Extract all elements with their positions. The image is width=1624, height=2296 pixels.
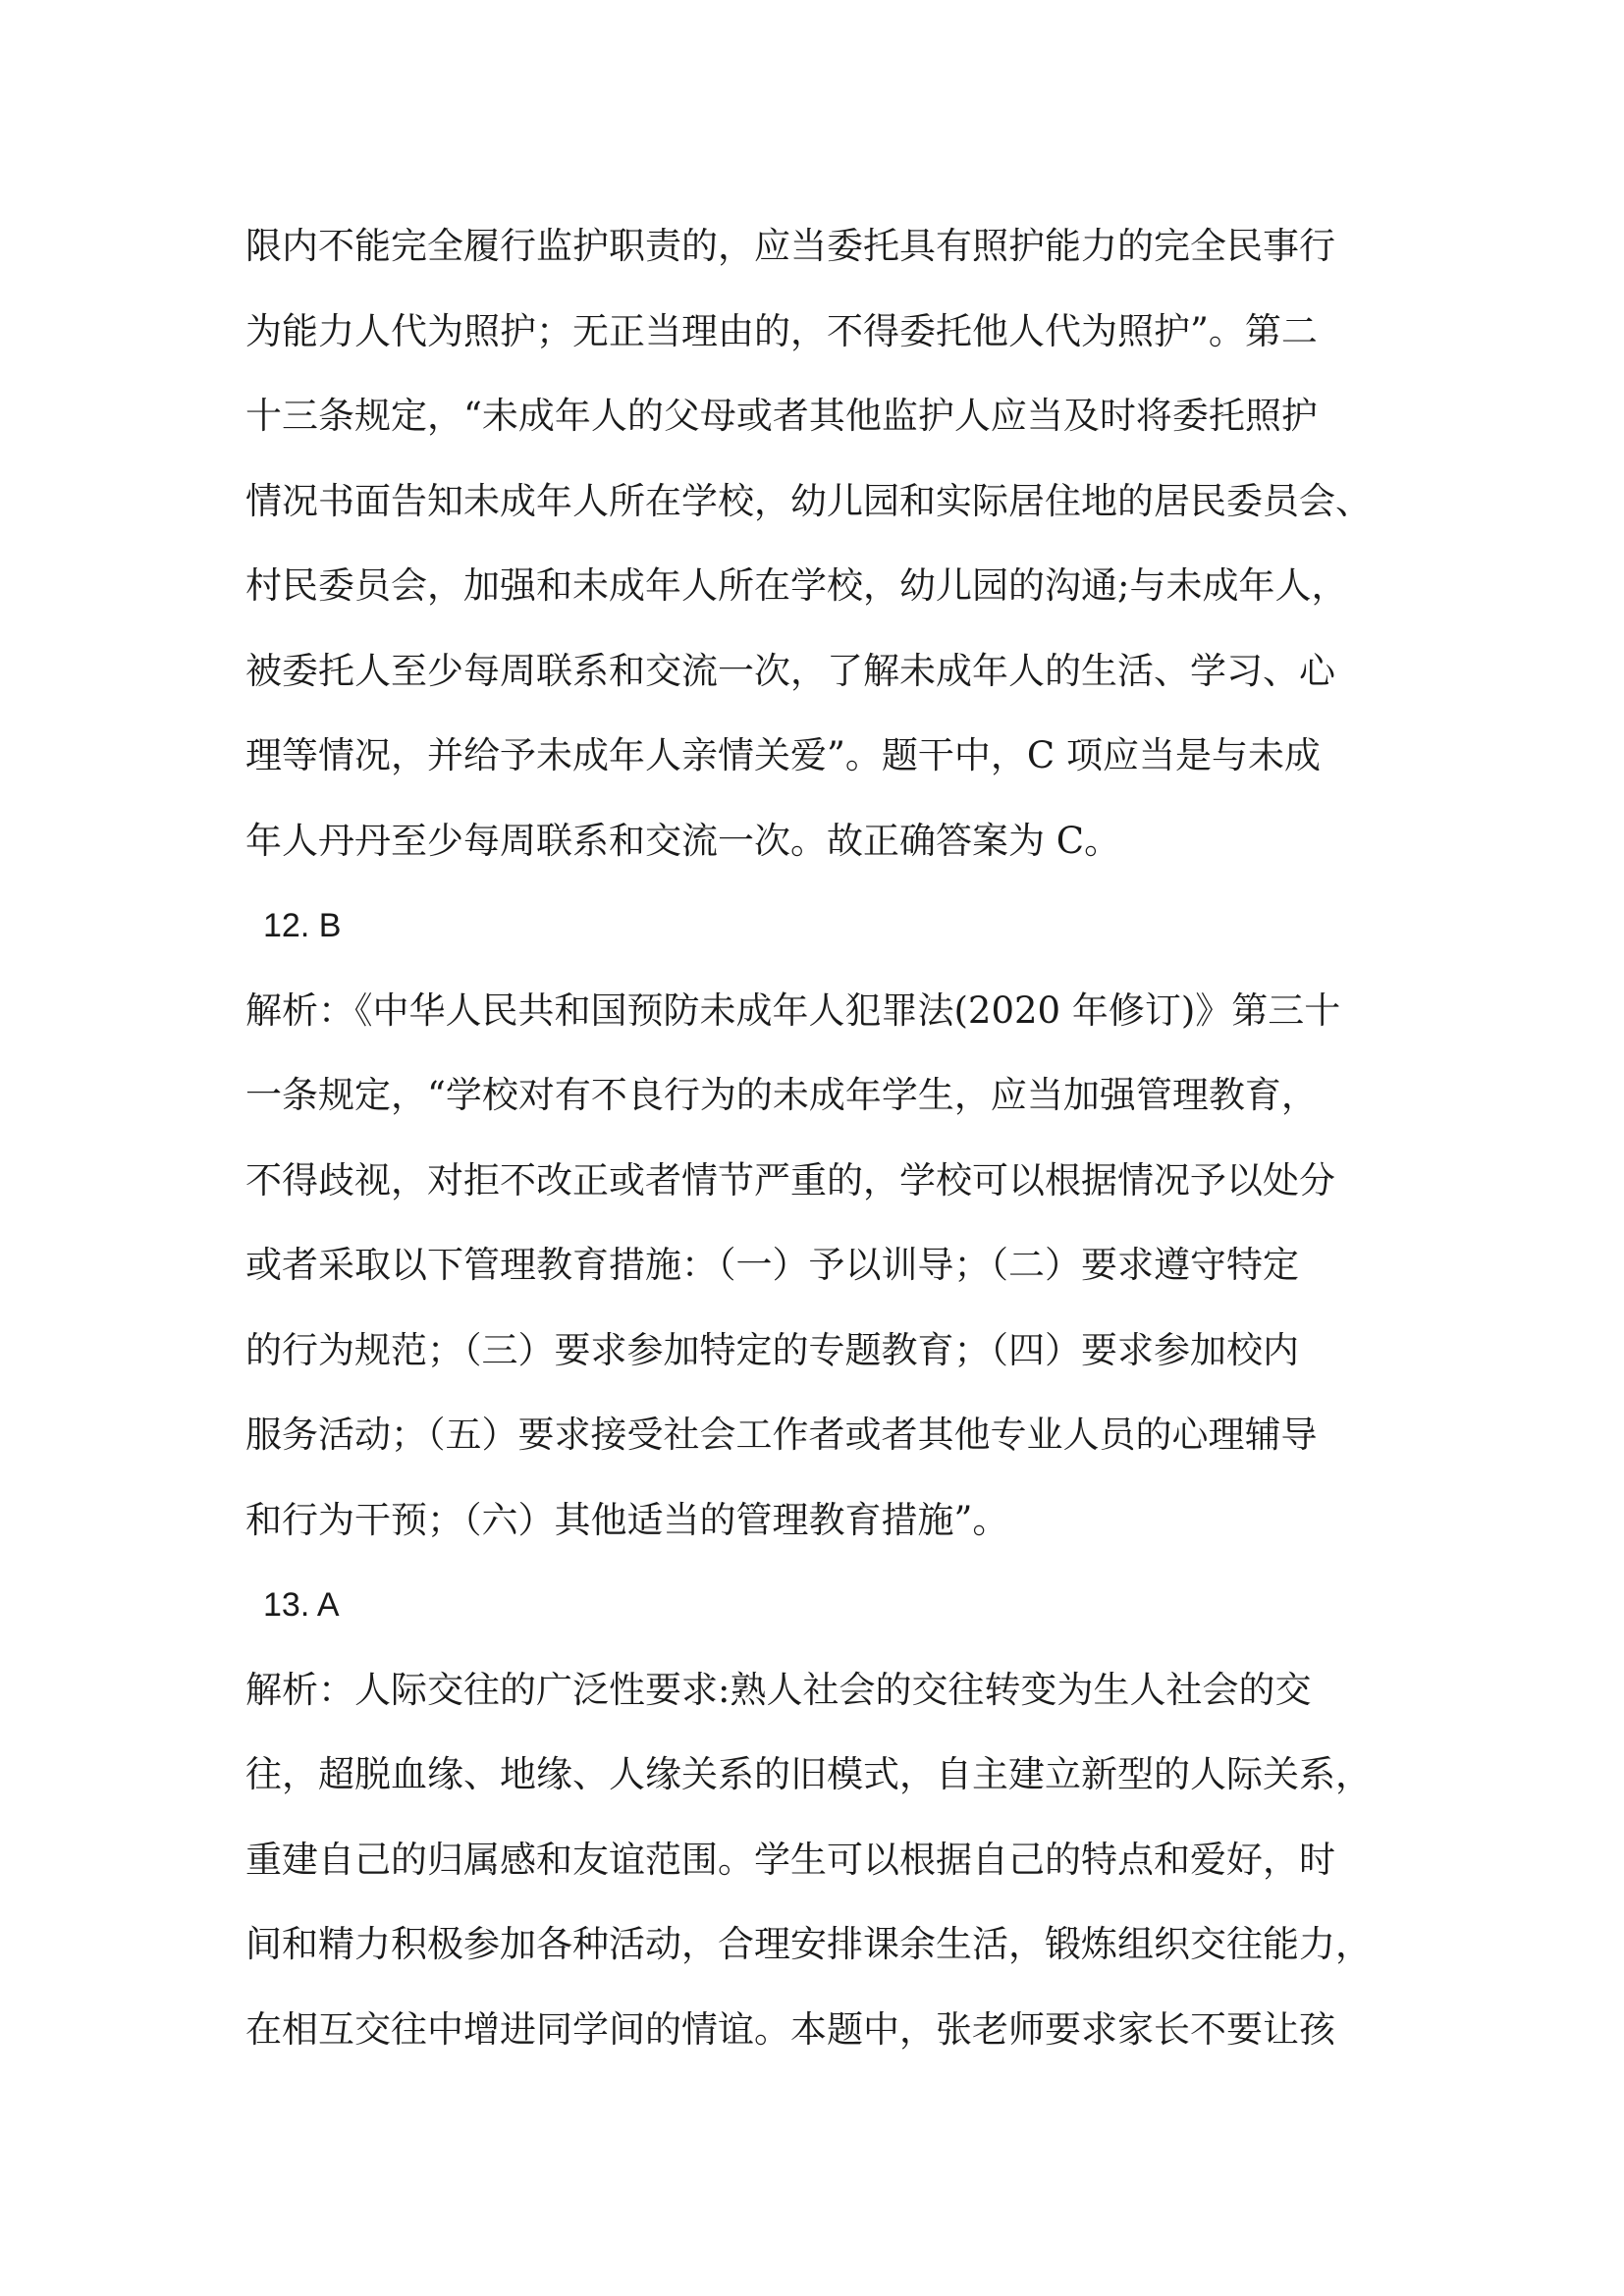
text-line: 限内不能完全履行监护职责的，应当委托具有照护能力的完全民事行 (245, 225, 1335, 267)
q12-answer: 12. B (263, 907, 342, 944)
text-line: 重建自己的归属感和友谊范围。学生可以根据自己的特点和爱好，时 (245, 1838, 1335, 1881)
text-line: 服务活动；（五）要求接受社会工作者或者其他专业人员的心理辅导 (245, 1414, 1318, 1456)
text-line: 和行为干预；（六）其他适当的管理教育措施”。 (245, 1498, 1009, 1541)
text-line: 年人丹丹至少每周联系和交流一次。故正确答案为 C。 (245, 819, 1121, 862)
text-line: 十三条规定，“未成年人的父母或者其他监护人应当及时将委托照护 (245, 395, 1318, 437)
text-line: 往，超脱血缘、地缘、人缘关系的旧模式，自主建立新型的人际关系， (245, 1753, 1372, 1795)
document-body (245, 204, 1404, 2072)
q11-explanation-continuation (245, 204, 1404, 883)
text-line: 被委托人至少每周联系和交流一次，了解未成年人的生活、学习、心 (245, 649, 1335, 692)
text-line: 一条规定，“学校对有不良行为的未成年学生，应当加强管理教育， (245, 1074, 1318, 1116)
text-line: 理等情况，并给予未成年人亲情关爱”。题干中，C 项应当是与未成 (245, 734, 1321, 776)
text-line: 为能力人代为照护；无正当理由的，不得委托他人代为照护”。第二 (245, 309, 1318, 352)
text-line: 解析：《中华人民共和国预防未成年人犯罪法(2020 年修订)》第三十 (245, 988, 1341, 1032)
text-line: 解析：人际交往的广泛性要求:熟人社会的交往转变为生人社会的交 (245, 1668, 1312, 1711)
text-line: 情况书面告知未成年人所在学校，幼儿园和实际居住地的居民委员会、 (245, 479, 1372, 522)
text-line: 或者采取以下管理教育措施：（一）予以训导；（二）要求遵守特定 (245, 1244, 1299, 1286)
text-line: 间和精力积极参加各种活动，合理安排课余生活，锻炼组织交往能力， (245, 1923, 1372, 1965)
q13-explanation (245, 1648, 1404, 2073)
text-line: 在相互交往中增进同学间的情谊。本题中，张老师要求家长不要让孩 (245, 2007, 1335, 2051)
text-line: 不得歧视，对拒不改正或者情节严重的，学校可以根据情况予以处分 (245, 1158, 1335, 1201)
q12-explanation (245, 969, 1404, 1564)
text-line: 的行为规范；（三）要求参加特定的专题教育；（四）要求参加校内 (245, 1328, 1299, 1371)
text-line: 村民委员会，加强和未成年人所在学校，幼儿园的沟通;与未成年人， (245, 564, 1348, 607)
q13-answer: 13. A (263, 1586, 340, 1624)
